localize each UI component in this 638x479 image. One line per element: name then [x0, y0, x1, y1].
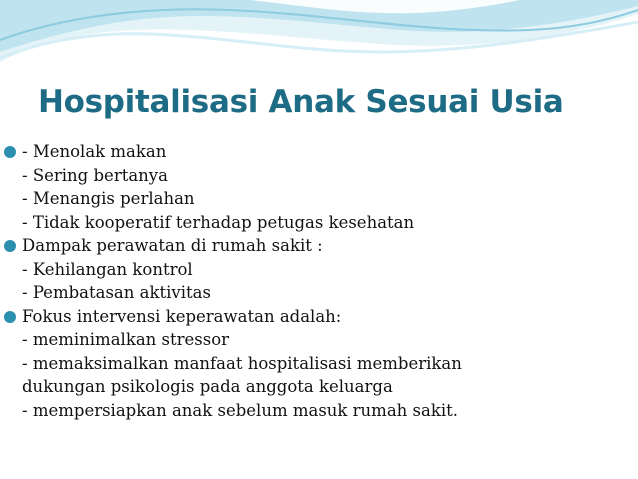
slide-title: Hospitalisasi Anak Sesuai Usia [38, 84, 564, 120]
bullet-item [4, 234, 624, 305]
header-wave-decoration [0, 0, 638, 80]
bullet-line: - Tidak kooperatif terhadap petugas kesehatan [22, 212, 415, 232]
bullet-line: - Sering bertanya [22, 165, 168, 185]
bullet-line: - mempersiapkan anak sebelum masuk rumah sakit. [22, 400, 458, 420]
bullet-dot-icon [4, 240, 16, 252]
bullet-line: - Pembatasan aktivitas [22, 283, 211, 302]
bullet-line: - meminimalkan stressor [22, 330, 230, 349]
bullet-line: - Menangis perlahan [22, 189, 195, 208]
bullet-line: Dampak perawatan di rumah sakit : [22, 236, 323, 255]
bullet-line: - memaksimalkan manfaat hospitalisasi memberikan [22, 353, 462, 373]
bullet-line: - Menolak makan [22, 142, 167, 161]
slide-body [4, 140, 624, 422]
bullet-item [4, 305, 624, 423]
bullet-item [4, 140, 624, 234]
bullet-line: Fokus intervensi keperawatan adalah: [22, 306, 342, 326]
bullet-line: - Kehilangan kontrol [22, 259, 193, 279]
bullet-dot-icon [4, 311, 16, 323]
bullet-line: dukungan psikologis pada anggota keluarga [22, 377, 393, 396]
bullet-dot-icon [4, 146, 16, 158]
